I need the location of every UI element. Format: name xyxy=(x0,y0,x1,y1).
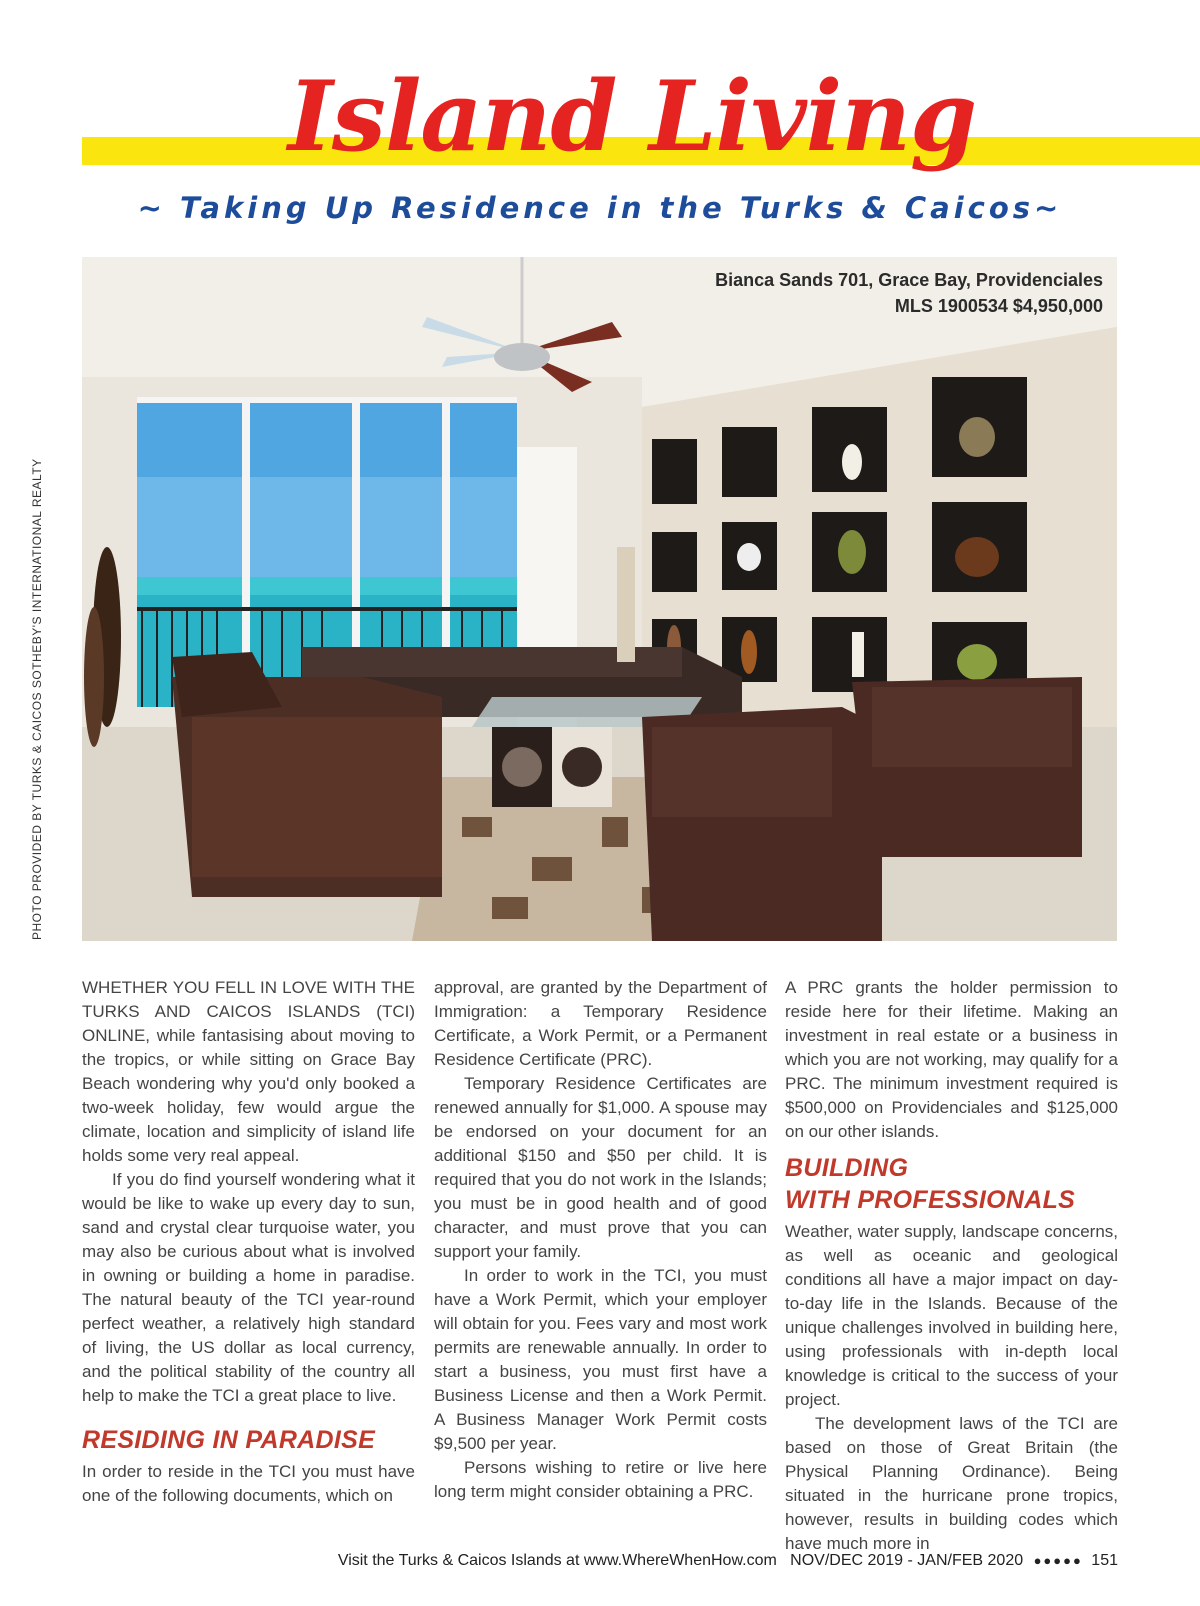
article-paragraph: Temporary Residence Certificates are renewed annually for $1,000. A spouse may be endorsed on your document for an additional $150 and $50 per child. It is required that you do not work in the Islands; you must be in good health and of good character, and must prove that you can support your family. xyxy=(434,1074,767,1261)
footer-dots: ●●●●● xyxy=(1033,1553,1083,1568)
masthead-subtitle: ~ Taking Up Residence in the Turks & Caicos~ xyxy=(137,191,1063,225)
article-paragraph: approval, are granted by the Department of Immigration: a Temporary Residence Certificate, a Work Permit, or a Permanent Residence Certificate (PRC). xyxy=(434,978,767,1069)
article-paragraph: In order to work in the TCI, you must have a Work Permit, which your employer will obtain for you. Fees vary and most work permits are renewable annually. In order to start a business, you must first have a Business License and then a Work Permit. A Business Manager Work Permit costs $9,500 per year. xyxy=(434,1266,767,1453)
article-paragraph: The development laws of the TCI are based on those of Great Britain (the Physical Planning Ordinance). Being situated in the hurricane prone tropics, however, results in building codes which have much more in xyxy=(785,1414,1118,1553)
section-heading-line: BUILDING xyxy=(785,1154,909,1182)
living-room-illustration xyxy=(82,257,1117,941)
page-footer xyxy=(0,1552,1200,1570)
article-paragraph: If you do find yourself wondering what it would be like to wake up every day to sun, sand and crystal clear turquoise water, you may also be curious about what is involved in owning or building a home in paradise. The natural beauty of the TCI year-round perfect weather, a relatively high standard of living, the US dollar as local currency, and the political stability of the country all help to make the TCI a great place to live. xyxy=(82,1170,415,1405)
section-heading-residing: RESIDING IN PARADISE xyxy=(82,1426,376,1454)
living-room-photo xyxy=(82,257,1117,941)
article-paragraph: Persons wishing to retire or live here long term might consider obtaining a PRC. xyxy=(434,1458,767,1501)
section-heading-building xyxy=(785,1152,1118,1216)
article-paragraph: In order to reside in the TCI you must have one of the following documents, which on xyxy=(82,1462,415,1505)
masthead-title: Island Living xyxy=(288,60,977,173)
photo-caption xyxy=(715,267,1103,319)
article-column-3 xyxy=(785,976,1118,1556)
photo-caption-address: Bianca Sands 701, Grace Bay, Providenciales xyxy=(715,270,1103,290)
article-paragraph: A PRC grants the holder permission to reside here for their lifetime. Making an investment in real estate or a business in which you are not working, may qualify for a PRC. The minimum investment required is $500,000 on Providenciales and $125,000 on our other islands. xyxy=(785,978,1118,1141)
photo-caption-listing: MLS 1900534 $4,950,000 xyxy=(894,296,1103,316)
article-paragraph: Weather, water supply, landscape concerns, as well as oceanic and geological conditions all have a major impact on day-to-day life in the Islands. Because of the unique challenges involved in building here, using professionals with in-depth local knowledge is critical to the success of your project. xyxy=(785,1222,1118,1409)
photo-credit: PHOTO PROVIDED BY TURKS & CAICOS SOTHEBY'S INTERNATIONAL REALTY xyxy=(30,458,44,940)
article-column-2 xyxy=(434,976,767,1504)
footer-visit-text: Visit the Turks & Caicos Islands at www.WhereWhenHow.com xyxy=(337,1552,777,1569)
article-paragraph: WHETHER YOU FELL IN LOVE WITH THE TURKS AND CAICOS ISLANDS (TCI) ONLINE, while fantasising about moving to the tropics, or while sitting on Grace Bay Beach wondering why you'd only booked a two-week holiday, few would argue the climate, location and simplicity of island life holds some very real appeal. xyxy=(82,978,415,1165)
section-heading-line: WITH PROFESSIONALS xyxy=(785,1186,1076,1214)
page-number: 151 xyxy=(1091,1552,1118,1569)
footer-issue: NOV/DEC 2019 - JAN/FEB 2020 xyxy=(790,1552,1024,1569)
article-column-1 xyxy=(82,976,415,1508)
